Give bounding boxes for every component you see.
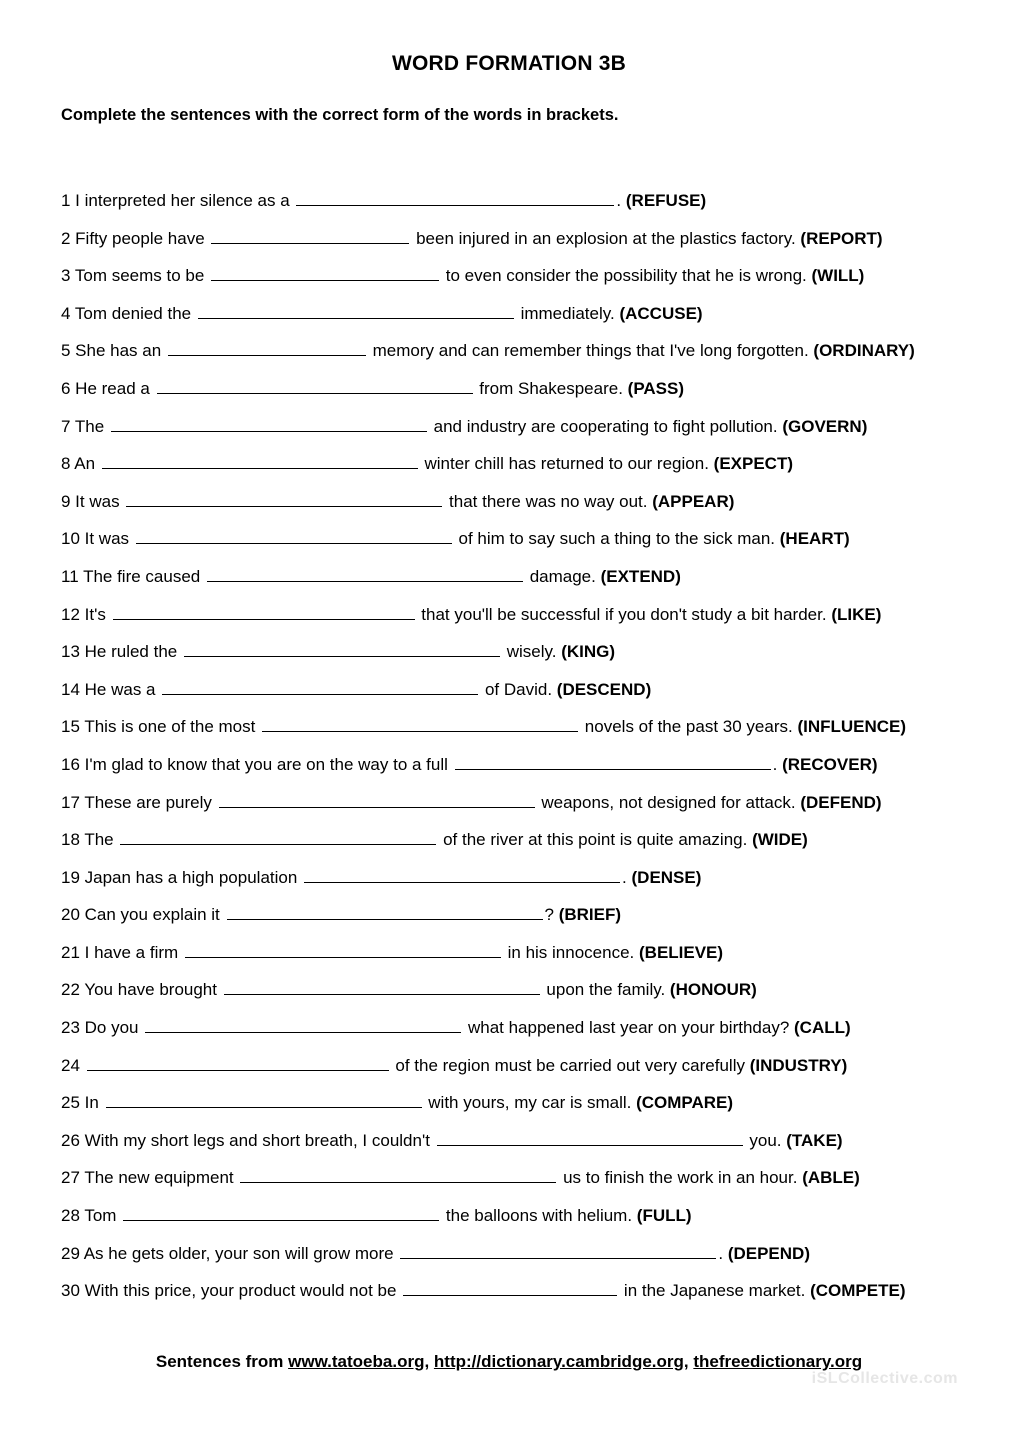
question-text-end: winter chill has returned to our region. [419,454,709,474]
question-text: 23 Do you [61,1018,144,1038]
sources-footer [0,1352,1018,1372]
base-word: (GOVERN) [782,416,868,436]
question-text: 24 [61,1055,85,1075]
question-text: 27 The new equipment [61,1168,239,1188]
question-text: 25 In [61,1093,104,1113]
answer-blank[interactable] [126,490,442,507]
question-text-end: the balloons with helium. [441,1206,633,1226]
question-7 [61,414,1001,452]
question-text-end: and industry are cooperating to fight pollution. [428,416,778,436]
question-16 [61,752,1001,790]
link-tatoeba[interactable]: www.tatoeba.org [288,1352,425,1371]
question-text-end: . [718,1243,724,1263]
base-word: (REFUSE) [625,191,707,210]
base-word: (FULL) [636,1206,692,1226]
question-text-end: that you'll be successful if you don't study a bit harder. [416,604,827,624]
answer-blank[interactable] [120,828,436,845]
question-2 [61,226,1001,264]
base-word: (WILL) [811,266,865,286]
question-text-end: you. [744,1130,782,1150]
base-word: (HEART) [779,529,850,549]
question-12 [61,602,1001,640]
base-word: (EXPECT) [713,454,793,474]
question-text: 21 I have a firm [61,942,183,962]
base-word: (DEFEND) [800,792,882,812]
base-word: (KING) [561,642,616,662]
footer-sep: , [424,1352,434,1371]
question-text-end: . [772,754,778,774]
answer-blank[interactable] [145,1016,461,1033]
question-text: 12 It's [61,604,111,624]
base-word: (ABLE) [802,1168,860,1188]
base-word: (BRIEF) [558,905,622,925]
question-text-end: weapons, not designed for attack. [536,792,796,812]
answer-blank[interactable] [136,527,452,544]
question-17 [61,790,1001,828]
question-text: 6 He read a [61,378,155,398]
question-25 [61,1090,1001,1128]
answer-blank[interactable] [185,941,501,958]
link-freedictionary[interactable]: thefreedictionary.org [693,1352,863,1371]
answer-blank[interactable] [106,1091,422,1108]
answer-blank[interactable] [113,603,415,620]
question-1 [61,188,1001,226]
question-6 [61,376,1001,414]
question-text: 11 The fire caused [61,566,205,586]
question-21 [61,940,1001,978]
question-text: 28 Tom [61,1206,122,1226]
question-text: 2 Fifty people have [61,228,210,248]
base-word: (DEPEND) [727,1243,810,1263]
base-word: (ACCUSE) [619,303,703,323]
base-word: (APPEAR) [652,491,735,511]
answer-blank[interactable] [211,227,409,244]
question-20 [61,902,1001,940]
question-text-end: from Shakespeare. [474,378,623,398]
answer-blank[interactable] [87,1054,389,1071]
question-text: 18 The [61,830,119,850]
answer-blank[interactable] [207,565,523,582]
answer-blank[interactable] [227,903,543,920]
answer-blank[interactable] [123,1204,439,1221]
base-word: (DENSE) [631,867,702,887]
question-text-end: of David. [480,679,553,699]
question-text: 16 I'm glad to know that you are on the way to a full [61,754,453,774]
question-text: 29 As he gets older, your son will grow more [61,1243,399,1263]
page-title: WORD FORMATION 3B [392,52,626,75]
question-27 [61,1165,1001,1203]
base-word: (HONOUR) [669,980,757,1000]
question-26 [61,1128,1001,1166]
question-8 [61,451,1001,489]
question-text-end: in the Japanese market. [619,1281,806,1301]
question-text-end: novels of the past 30 years. [580,717,793,737]
base-word: (INDUSTRY) [749,1055,848,1075]
answer-blank[interactable] [198,302,514,319]
answer-blank[interactable] [304,866,620,883]
question-3 [61,263,1001,301]
question-text-end: upon the family. [541,980,666,1000]
question-text-end: in his innocence. [502,942,635,962]
question-text-end: us to finish the work in an hour. [558,1168,798,1188]
base-word: (PASS) [627,378,685,398]
answer-blank[interactable] [403,1279,617,1296]
link-cambridge[interactable]: http://dictionary.cambridge.org [433,1352,684,1371]
question-14 [61,677,1001,715]
question-text-end: been injured in an explosion at the plastics factory. [411,228,796,248]
question-30 [61,1278,1001,1316]
question-text: 7 The [61,416,109,436]
question-text: 26 With my short legs and short breath, I couldn't [61,1130,435,1150]
question-11 [61,564,1001,602]
question-text-end: . [616,191,622,210]
footer-sep: , [683,1352,694,1371]
question-text-end: with yours, my car is small. [423,1093,632,1113]
answer-blank[interactable] [102,452,418,469]
question-text: 20 Can you explain it [61,905,225,925]
base-word: (WIDE) [752,830,808,850]
question-5 [61,338,1001,376]
footer-prefix: Sentences from [155,1352,289,1371]
question-13 [61,639,1001,677]
question-text: 3 Tom seems to be [61,266,210,286]
base-word: (COMPARE) [636,1093,734,1113]
question-29 [61,1241,1001,1279]
question-text: 22 You have brought [61,980,222,1000]
question-28 [61,1203,1001,1241]
question-10 [61,526,1001,564]
answer-blank[interactable] [111,415,427,432]
base-word: (EXTEND) [600,566,681,586]
question-text-end: of him to say such a thing to the sick man. [453,529,776,549]
base-word: (RECOVER) [782,754,878,774]
answer-blank[interactable] [437,1129,743,1146]
question-text-end: what happened last year on your birthday? [463,1018,790,1038]
question-19 [61,865,1001,903]
question-text: 1 I interpreted her silence as a [61,191,295,210]
question-text: 5 She has an [61,341,166,361]
question-text: 4 Tom denied the [61,303,196,323]
question-text: 9 It was [61,491,125,511]
answer-blank[interactable] [219,791,535,808]
question-text: 13 He ruled the [61,642,182,662]
question-text-end: immediately. [515,303,615,323]
answer-blank[interactable] [296,189,614,206]
question-text-end: wisely. [501,642,557,662]
question-text-end: that there was no way out. [444,491,648,511]
answer-blank[interactable] [211,264,439,281]
base-word: (DESCEND) [556,679,652,699]
question-text-end: to even consider the possibility that he is wrong. [441,266,807,286]
answer-blank[interactable] [157,377,473,394]
question-text: 10 It was [61,529,134,549]
base-word: (BELIEVE) [639,942,724,962]
answer-blank[interactable] [455,753,771,770]
question-4 [61,301,1001,339]
question-text: 19 Japan has a high population [61,867,303,887]
question-24 [61,1053,1001,1091]
question-text: 8 An [61,454,100,474]
question-text-end: memory and can remember things that I've long forgotten. [367,341,809,361]
question-text: 15 This is one of the most [61,717,261,737]
question-list [61,188,1001,1316]
answer-blank[interactable] [168,339,366,356]
base-word: (ORDINARY) [813,341,915,361]
base-word: (REPORT) [800,228,883,248]
question-text: 17 These are purely [61,792,217,812]
question-9 [61,489,1001,527]
question-23 [61,1015,1001,1053]
question-text-end: ? [544,905,554,925]
question-text-end: of the river at this point is quite amazing. [438,830,748,850]
question-18 [61,827,1001,865]
question-text-end: . [622,867,627,887]
question-22 [61,977,1001,1015]
question-text-end: damage. [524,566,596,586]
base-word: (TAKE) [786,1130,843,1150]
base-word: (COMPETE) [810,1281,906,1301]
answer-blank[interactable] [162,678,478,695]
base-word: (LIKE) [831,604,882,624]
instructions: Complete the sentences with the correct form of the words in brackets. [61,106,619,124]
question-text: 14 He was a [61,679,161,699]
question-15 [61,714,1001,752]
question-text: 30 With this price, your product would not be [61,1281,402,1301]
answer-blank[interactable] [184,640,500,657]
watermark: iSLCollective.com [811,1370,958,1387]
base-word: (INFLUENCE) [797,717,907,737]
answer-blank[interactable] [240,1166,556,1183]
answer-blank[interactable] [400,1242,716,1259]
answer-blank[interactable] [224,978,540,995]
answer-blank[interactable] [262,715,578,732]
base-word: (CALL) [794,1018,851,1038]
question-text-end: of the region must be carried out very carefully [390,1055,745,1075]
